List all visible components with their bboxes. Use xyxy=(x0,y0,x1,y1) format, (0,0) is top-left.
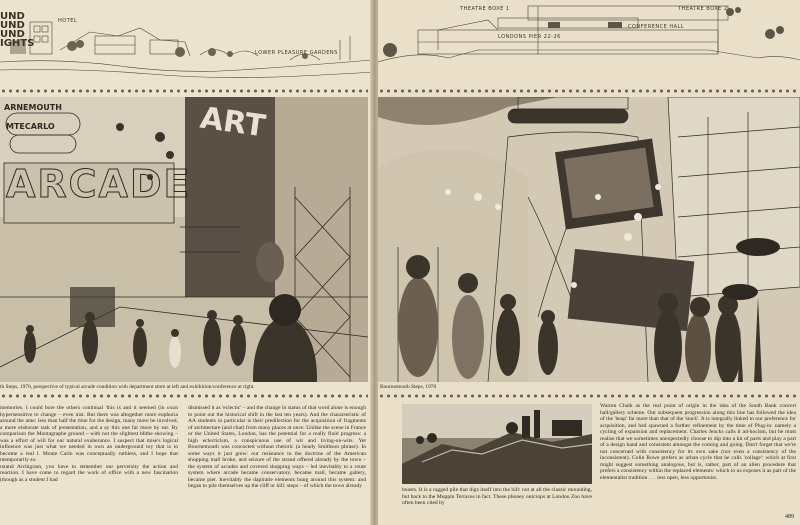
title-line: IGHTS xyxy=(0,38,35,49)
body-text: dismissed it as 'eclectic' – and the change in status of that word alone is enough to point out the historical shift in the last ten years). And the characteristic of AA students in particular is their predilection for the acquisition of fragments of architecture (and chat) from many places at once. Unlike the scene in France or the United States, London, has the potential for a really fluid progress: a high eclecticism, a conspicuous use of wit and living-on-wits. Yet Bournemouth was concocted without rhetoric (a heady Smithson phrase). In some ways it just grew: our resistance to the doctrine of the American shopping mall broke, and seizure of the strand offered already by the town – the system of arcades and covered shopping ways – led inevitably to a route system where arcade became conservatory, became mall, became gallery, became pier. Inevitably the dapiratie elements hung around this system: and began to pile themselves up the cliff or hill: steps – of which the town already xyxy=(188,405,366,489)
sign-arcade: ARCADE xyxy=(6,162,192,206)
steps-collage xyxy=(378,97,800,382)
body-text: Warren Chalk as the real point of origin in the idea of the South Bank concert hall/gallery scheme. Our subsequent progression along this line has followed the idea of the 'heap' far more than that of the 'stack'. It is integrally linked to our preference for acquisition, and had spawned a further refinement by the time of Plug-in: namely a cycling of expansion and replacement. Charles Jencks calls it ad-hocism, but he must realise that we sometimes unexpectedly choose to dip into a kit of parts and play a part of a design hand and consistent amongst the coming and going. Don't forget that we're not concerned with consistency for its own sake (nor even a consistency of the inconsistent). Colin Rowe prefers as urban cycle that he calls 'collage': which at first might suggest something analogous, but is, rather, part of an alien procedure that prefers a consistency within the replaced elements: which to us exposes it as part of the elementalist tradition . . . less open, less opportunist. xyxy=(600,403,796,481)
sketch-label: LOWER PLEASURE GARDENS xyxy=(255,50,338,56)
right-page xyxy=(378,0,800,525)
title-line: UND xyxy=(0,20,25,31)
body-column-2 xyxy=(188,405,366,522)
left-page xyxy=(0,0,372,525)
dot-divider xyxy=(378,393,800,399)
figure-caption-right: Bournemouth Steps, 1970 xyxy=(380,384,437,390)
title-line: UND xyxy=(0,11,25,22)
sketch-label: THEATRE BOXE 2 xyxy=(678,6,728,12)
sketch-label: CONFERENCE HALL xyxy=(628,24,685,30)
dot-divider xyxy=(378,88,800,94)
hill-terraces-photo xyxy=(402,404,592,484)
sign-montecarlo: MTECARLO xyxy=(6,122,55,131)
dot-divider xyxy=(0,88,368,94)
title-fragment xyxy=(0,12,34,48)
section-sketch-right xyxy=(378,0,800,85)
sign-bournemouth: ARNEMOUTH xyxy=(4,103,62,112)
sketch-label: THEATRE BOXE 1 xyxy=(460,6,510,12)
body-column-1 xyxy=(402,487,592,521)
page-number: 489 xyxy=(785,514,794,520)
body-column-1 xyxy=(0,405,178,522)
sketch-label: LONDONS PIER 22-26 xyxy=(498,34,561,40)
arcade-collage xyxy=(0,97,368,382)
body-column-2 xyxy=(600,403,796,515)
section-sketch-left xyxy=(0,0,372,85)
sign-art: ART xyxy=(197,100,268,145)
figure-caption-left: th Steps, 1970, perspective of typical arcade condition with department store at left and exhibition/conference at right. xyxy=(0,384,255,390)
body-text: memories. I could bore the others continual 'this is and it seemed (in oxon hypersensitive to change – even nist. But there was altogether more euphoria around the ame: less than half the time for the design, many more be involved, a more elaborate task of presentation, and a ay this one far more by ear. By comparison the Montagraphe ground – with not the slightest blithe showing – was a effort of will for our natural exuberance. I suspect that mise's logical influence was just what we needed in own an underground toy that is to become a real l. Monte Carlo was conceptually ruthless, and I hope that ntemporarily so. rstand Archigram, you have to remember our perversity the action and reaction. I have come to regard the work of office with a new fascination (though as a student I had xyxy=(0,405,178,483)
sketch-label: HOTEL xyxy=(58,18,78,24)
title-line: UND xyxy=(0,29,25,40)
dot-divider xyxy=(0,393,368,399)
body-text: boasts. It is a ragged pile that digs itself into the hill: not at all the classic mounding, but back to the Muppin Terraces in fact. These phoney outcrops at London Zoo have often been cited by xyxy=(402,487,592,506)
